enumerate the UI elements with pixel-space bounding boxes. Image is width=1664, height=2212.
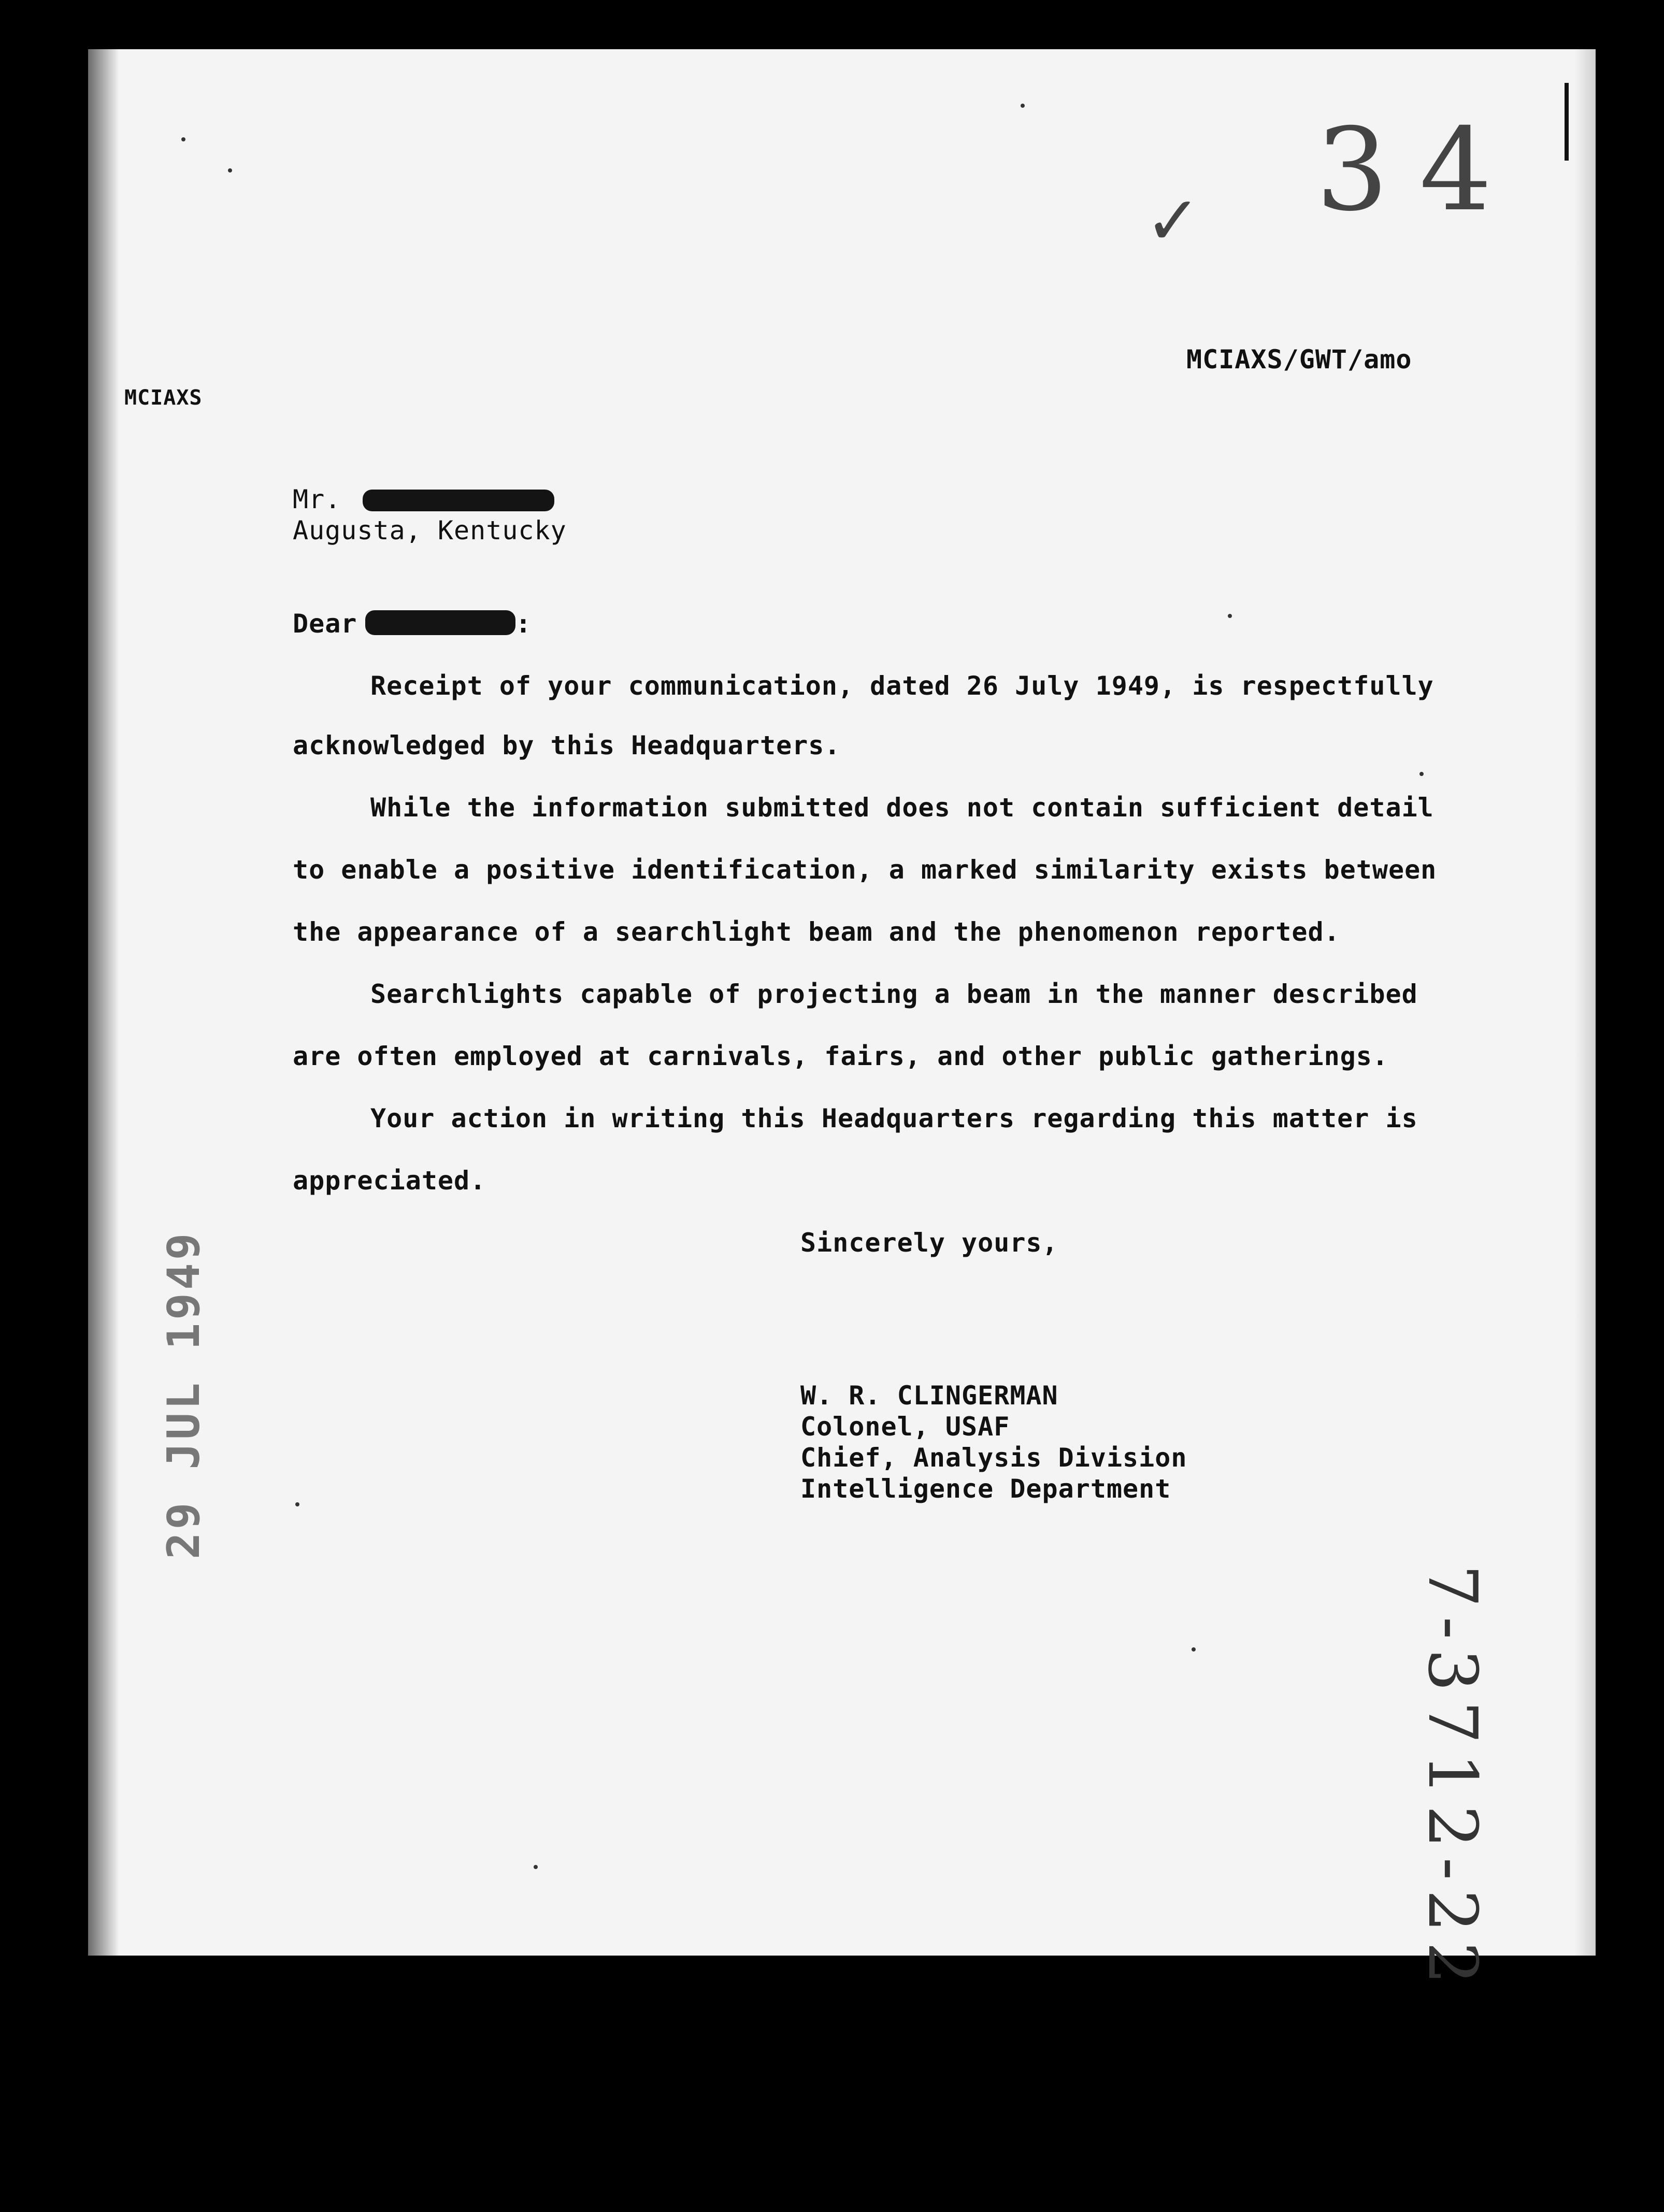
speck [1228, 614, 1232, 618]
office-code: MCIAXS [124, 386, 203, 410]
signature-name: W. R. CLINGERMAN [800, 1381, 1058, 1411]
body-line: Your action in writing this Headquarters regarding this matter is [370, 1103, 1418, 1133]
reference-code: MCIAXS/GWT/amo [1186, 344, 1412, 375]
body-line: the appearance of a searchlight beam and the phenomenon reported. [293, 917, 1340, 947]
body-line: are often employed at carnivals, fairs, and other public gatherings. [293, 1041, 1388, 1071]
signature-department: Intelligence Department [800, 1474, 1171, 1504]
body-line: appreciated. [293, 1166, 486, 1196]
speck [534, 1865, 538, 1869]
body-line: acknowledged by this Headquarters. [293, 730, 841, 760]
received-date-stamp: 29 JUL 1949 [158, 1230, 210, 1559]
closing: Sincerely yours, [800, 1228, 1058, 1258]
speck [181, 137, 185, 141]
speck [1192, 1647, 1196, 1651]
addressee-city: Augusta, Kentucky [293, 515, 567, 545]
page-shadow [88, 49, 119, 1956]
speck [295, 1502, 299, 1506]
greeting-colon: : [515, 609, 532, 639]
checkmark-annotation: ✓ [1145, 181, 1201, 260]
signature-title: Chief, Analysis Division [800, 1443, 1187, 1473]
speck [1021, 104, 1025, 108]
page-edge [1575, 49, 1596, 1956]
margin-mark [1565, 83, 1569, 161]
addressee-prefix: Mr. [293, 484, 341, 514]
file-number-annotation: 7-3712-22 [1413, 1564, 1492, 1994]
body-line: to enable a positive identification, a marked similarity exists between [293, 855, 1437, 885]
redaction-greeting-name [365, 610, 515, 635]
body-line: Searchlights capable of projecting a beam in the manner described [370, 979, 1418, 1009]
speck [228, 168, 232, 173]
greeting-word: Dear [293, 609, 357, 639]
speck [1419, 772, 1424, 776]
signature-rank: Colonel, USAF [800, 1412, 1010, 1442]
page-number-annotation: 34 [1316, 104, 1523, 236]
redaction-addressee-name [363, 490, 554, 511]
body-line: While the information submitted does not contain sufficient detail [370, 793, 1434, 823]
body-line: Receipt of your communication, dated 26 July 1949, is respectfully [370, 671, 1434, 701]
